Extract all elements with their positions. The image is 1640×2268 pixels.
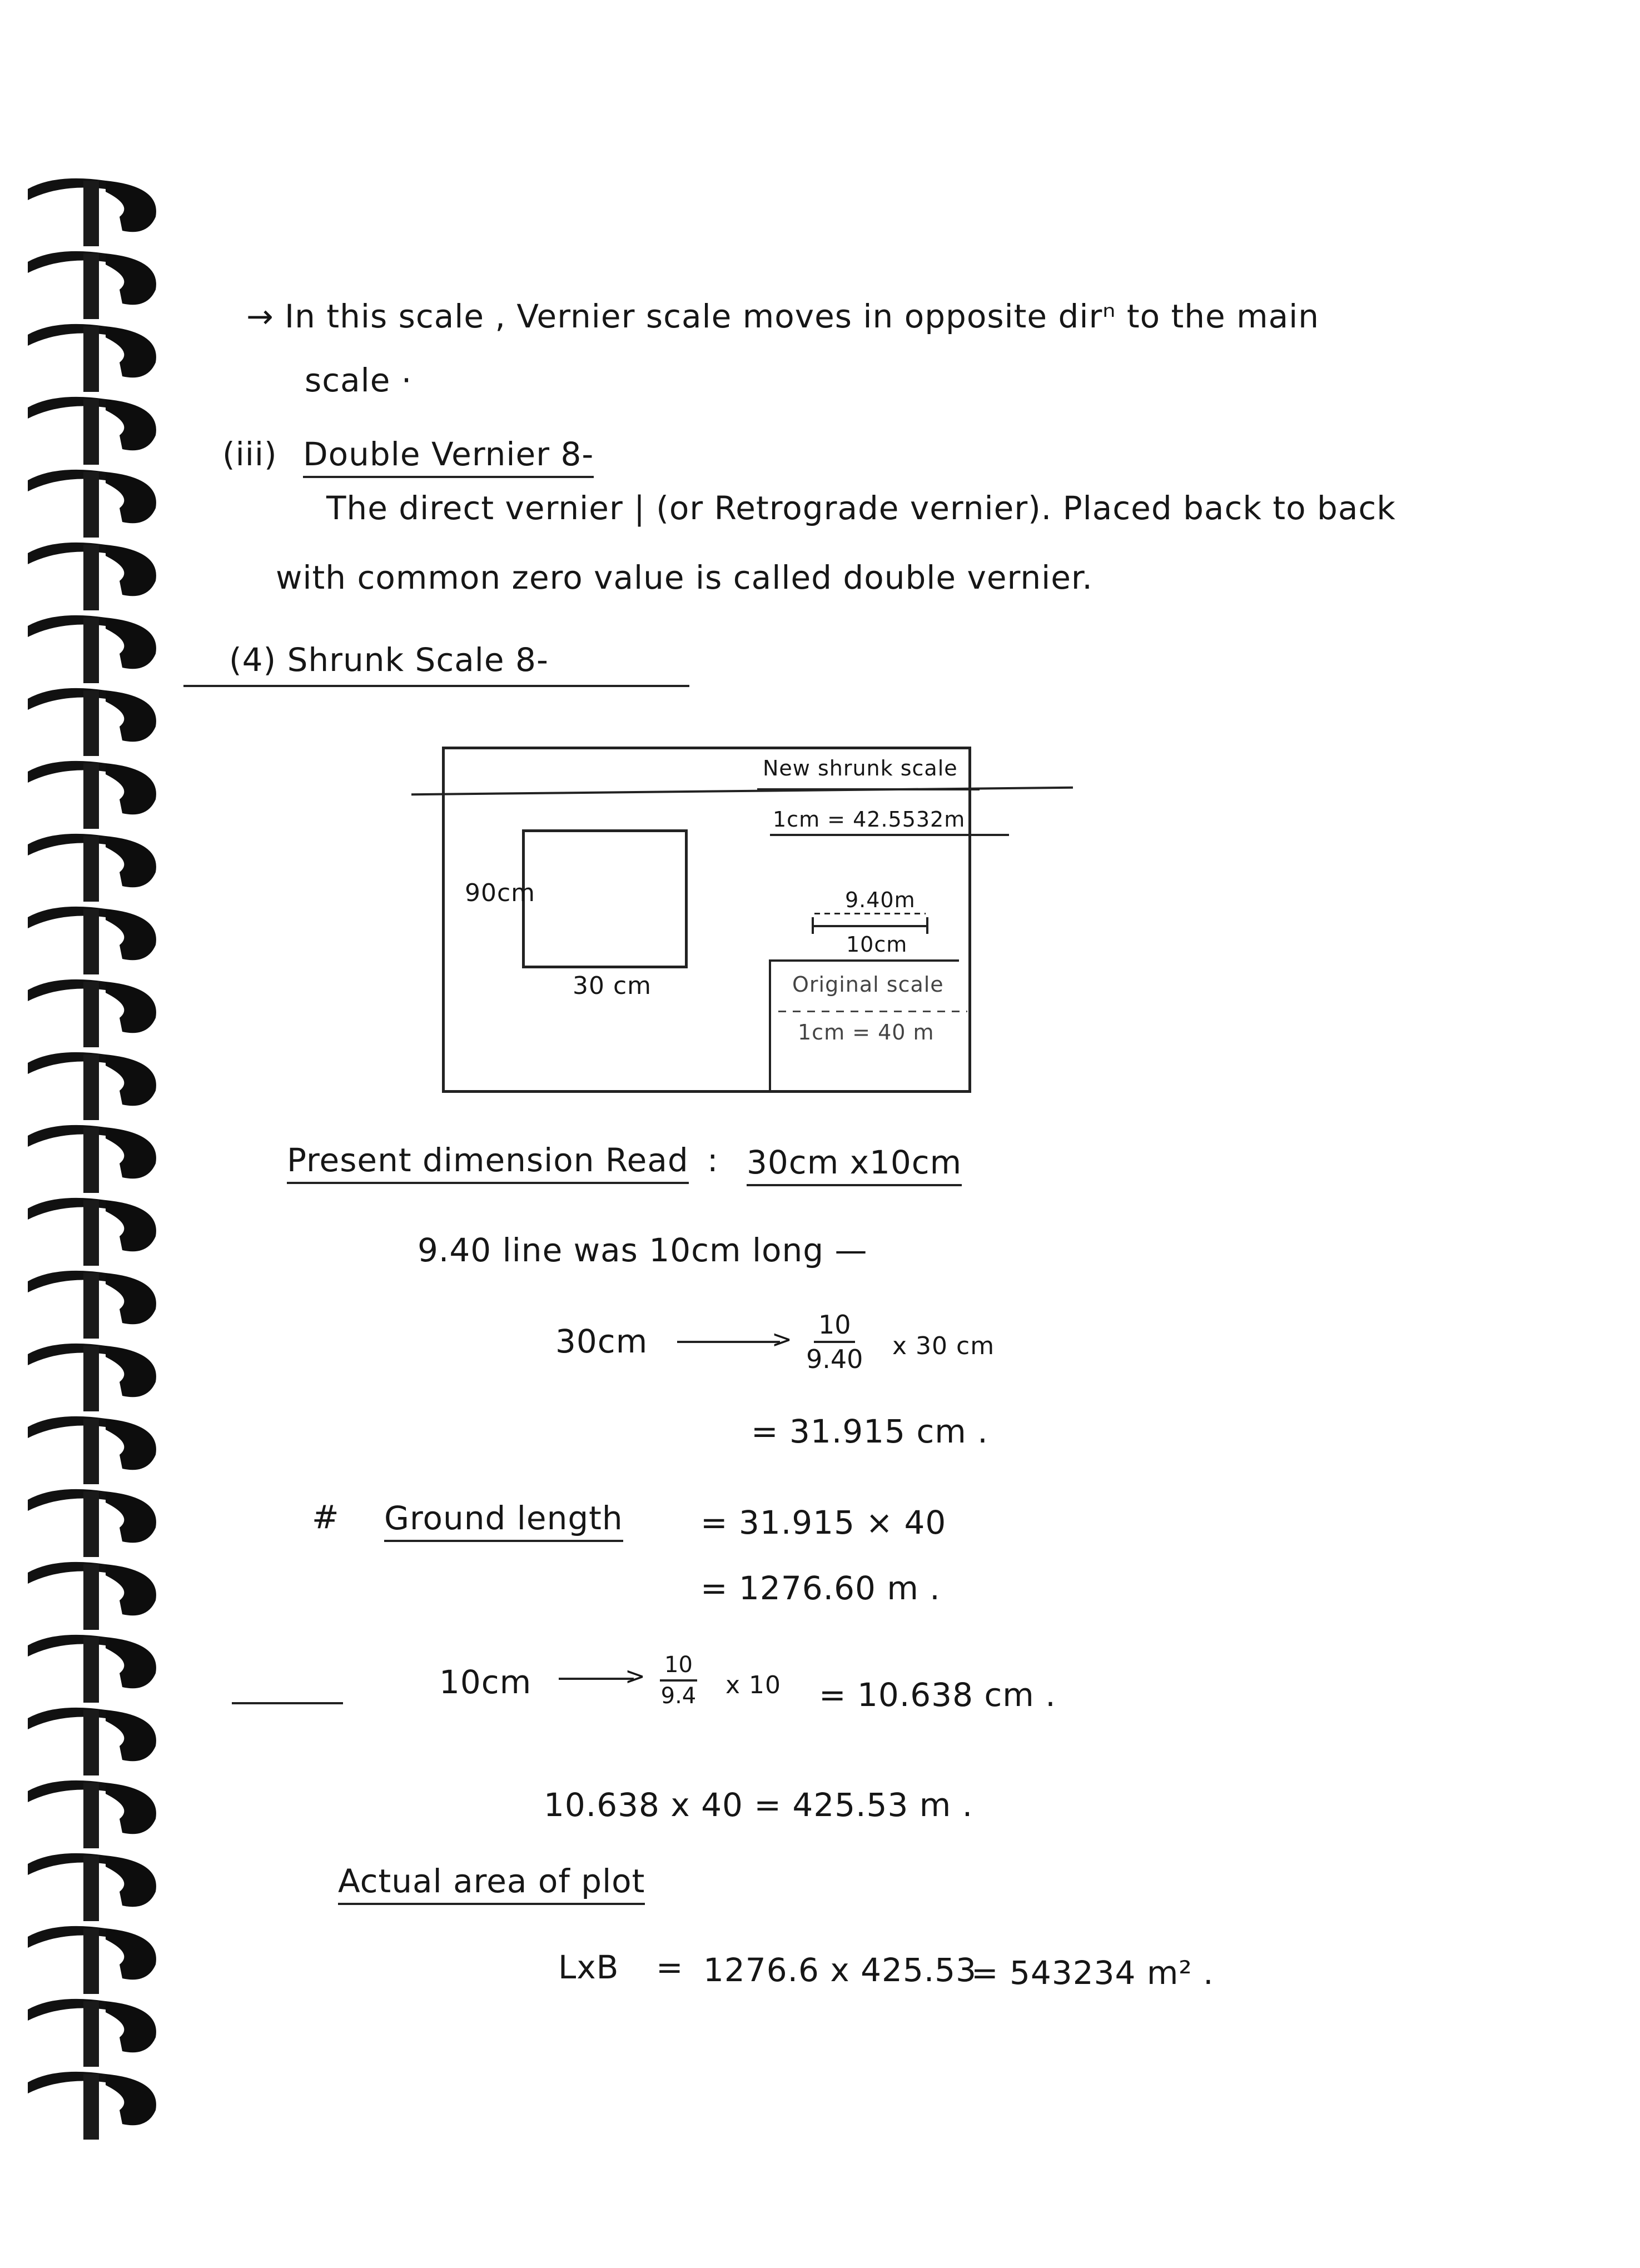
spiral-ring — [28, 1198, 156, 1266]
actual-line — [812, 925, 928, 927]
spiral-ring — [28, 1999, 156, 2067]
new-scale-underline — [757, 788, 980, 790]
spiral-ring — [28, 1271, 156, 1339]
spiral-ring — [28, 1635, 156, 1703]
new-scale-value: 1cm = 42.5532m — [773, 807, 966, 832]
spiral-ring — [28, 907, 156, 974]
spiral-ring — [28, 397, 156, 465]
spiral-ring — [28, 1416, 156, 1484]
note-line-1: → In this scale , Vernier scale moves in opposite dirⁿ to the main — [246, 297, 1320, 335]
original-scale-value: 1cm = 40 m — [798, 1020, 935, 1045]
spiral-ring — [28, 615, 156, 683]
ground-length-result: = 1276.60 m . — [700, 1569, 941, 1607]
step1-numerator: 10 — [814, 1312, 856, 1343]
original-scale-title: Original scale — [792, 972, 944, 997]
spiral-ring — [28, 543, 156, 610]
step1-result: = 31.915 cm . — [751, 1412, 988, 1450]
step2-denominator: 9.4 — [660, 1683, 697, 1709]
double-vernier-heading: Double Vernier 8- — [303, 438, 594, 478]
step1-denominator: 9.40 — [806, 1344, 863, 1374]
ground-length-label: Ground length — [384, 1502, 623, 1542]
width-label: 30 cm — [573, 972, 652, 1000]
spiral-ring — [28, 1489, 156, 1557]
spiral-ring — [28, 470, 156, 538]
present-dimension-label: Present dimension Read — [287, 1144, 689, 1184]
ground-length-expr: = 31.915 × 40 — [700, 1504, 947, 1541]
double-vernier-line-1: The direct vernier | (or Retrograde vernier). Placed back to back — [326, 489, 1396, 527]
shrunk-scale-heading: (4) Shrunk Scale 8- — [229, 641, 549, 679]
present-dimension-value: 30cm x10cm — [747, 1146, 962, 1186]
hash-mark: # — [312, 1498, 340, 1536]
spiral-ring — [28, 1853, 156, 1921]
area-equals: = — [656, 1948, 684, 1986]
spiral-ring — [28, 1052, 156, 1120]
step2-lhs: 10cm — [439, 1663, 532, 1701]
spiral-ring — [28, 1562, 156, 1630]
spiral-binding — [22, 167, 189, 2146]
spiral-ring — [28, 251, 156, 319]
step2-fraction — [660, 1654, 697, 1707]
original-scale-side — [769, 959, 771, 1090]
step1-lhs: 30cm — [555, 1322, 648, 1360]
area-result: = 543234 m² . — [971, 1954, 1214, 1992]
actual-label: 10cm — [846, 932, 908, 957]
spiral-ring — [28, 1926, 156, 1994]
actual-area-label: Actual area of plot — [338, 1865, 645, 1905]
step2-numerator: 10 — [660, 1654, 697, 1682]
spiral-ring — [28, 979, 156, 1047]
arrow-2-head: > — [625, 1662, 646, 1690]
new-scale-title: New shrunk scale — [763, 756, 958, 780]
original-scale-top — [770, 959, 959, 962]
colon: : — [707, 1141, 719, 1179]
section-number: (iii) — [222, 435, 277, 473]
spiral-ring — [28, 1344, 156, 1411]
height-label: 90cm — [465, 879, 536, 907]
spiral-ring — [28, 834, 156, 902]
spiral-ring — [28, 178, 156, 246]
original-scale-divider — [778, 1011, 967, 1012]
step2-result: = 10.638 cm . — [819, 1676, 1056, 1714]
area-lhs: LxB — [558, 1948, 619, 1986]
actual-line-tick-left — [812, 917, 814, 934]
area-expression: 1276.6 x 425.53 — [703, 1951, 977, 1989]
note-line: 9.40 line was 10cm long — — [418, 1231, 868, 1269]
measured-line — [814, 913, 926, 914]
spiral-ring — [28, 2072, 156, 2140]
spiral-ring — [28, 1708, 156, 1775]
double-vernier-line-2: with common zero value is called double vernier. — [276, 559, 1093, 596]
spiral-ring — [28, 1125, 156, 1193]
margin-dash — [232, 1702, 343, 1704]
heading-underline — [183, 685, 689, 687]
spiral-ring — [28, 688, 156, 756]
spiral-ring — [28, 1780, 156, 1848]
spiral-ring — [28, 324, 156, 392]
breadth-calculation: 10.638 x 40 = 425.53 m . — [544, 1786, 973, 1824]
note-line-2: scale · — [305, 361, 413, 399]
measured-label: 9.40m — [845, 888, 916, 912]
arrow-2 — [559, 1678, 634, 1680]
arrow-1-head: > — [772, 1325, 793, 1354]
new-scale-value-underline — [770, 834, 1009, 836]
arrow-1 — [677, 1341, 780, 1343]
step1-multiplier: x 30 cm — [892, 1332, 995, 1360]
plot-rectangle — [522, 829, 688, 968]
step2-multiplier: x 10 — [725, 1671, 782, 1699]
spiral-ring — [28, 761, 156, 829]
step1-fraction — [806, 1312, 863, 1372]
actual-line-tick-right — [926, 917, 928, 934]
